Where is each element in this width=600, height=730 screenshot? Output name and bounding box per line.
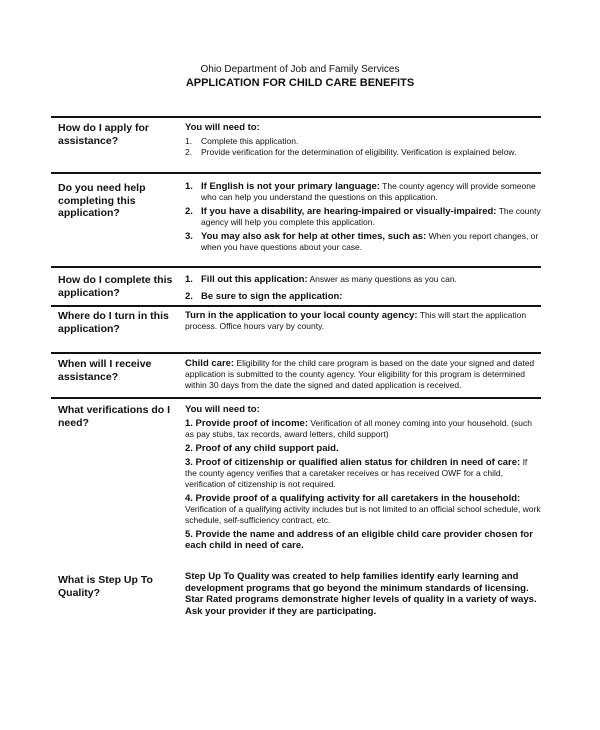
list-item: 2. Proof of any child support paid. (185, 443, 339, 454)
list-item: 1. Complete this application. (185, 136, 299, 146)
answer-complete (185, 274, 541, 302)
section-divider (51, 305, 541, 307)
question-apply: How do I apply for assistance? (58, 122, 149, 147)
section-divider (51, 266, 541, 268)
list-item: 2. Provide verification for the determination of eligibility. Verification is explained below. (185, 147, 517, 157)
list-item: 1. Fill out this application: Answer as many questions as you can. (185, 274, 457, 285)
list-item: 1. Provide proof of income: Verification of all money coming into your household. (such as pay stubs, tax records, award letters, child support) (185, 418, 532, 439)
question-help: Do you need help completing this application? (58, 182, 146, 219)
list-item: 2. If you have a disability, are hearing-impaired or visually-impaired: The county agency will help you complete this application. (185, 206, 541, 227)
answer-receive: Child care: Eligibility for the child care program is based on the date your signed and dated application is submitted to the county agency. Your eligibility for this program is determined within 30 days from the date the signed and dated application is received. (185, 358, 535, 390)
agency-name: Ohio Department of Job and Family Services (200, 64, 400, 75)
answer-verifications (185, 404, 541, 551)
list-item: 2. Be sure to sign the application: (185, 291, 343, 302)
answer-apply (185, 122, 541, 158)
section-divider (51, 352, 541, 354)
list-item: 3. You may also ask for help at other times, such as: When you report changes, or when you have questions about your case. (185, 231, 539, 252)
document-title: APPLICATION FOR CHILD CARE BENEFITS (185, 77, 415, 89)
section-divider (51, 397, 541, 399)
apply-intro: You will need to: (185, 122, 260, 133)
section-divider (51, 116, 541, 118)
question-stepup: What is Step Up To Quality? (58, 574, 153, 599)
answer-turnin: Turn in the application to your local county agency: This will start the application process. Office hours vary by county. (185, 310, 527, 331)
answer-help (185, 181, 541, 253)
list-item: 1. If English is not your primary language: The county agency will provide someone who can help you understand the questions on this application. (185, 181, 536, 202)
section-divider (51, 172, 541, 174)
question-complete: How do I complete this application? (58, 274, 173, 299)
list-item: 4. Provide proof of a qualifying activity for all caretakers in the household: Verification of a qualifying activity includes but is not limited to an official school schedule, work schedule, self-sufficiency contract, etc. (185, 493, 541, 525)
list-item: 5. Provide the name and address of an eligible child care provider chosen for each child in need of care. (185, 529, 533, 551)
answer-stepup: Step Up To Quality was created to help families identify early learning and development programs that go beyond the minimum standards of licensing. Star Rated programs demonstrate higher levels of quality in a variety of ways. Ask your provider if they are participating. (185, 571, 537, 617)
question-turnin: Where do I turn in this application? (58, 310, 169, 335)
question-receive: When will I receive assistance? (58, 358, 152, 383)
list-item: 3. Proof of citizenship or qualified alien status for children in need of care: If the county agency verifies that a caretaker receives or has received OWF for a child, verification of citizenship is not required. (185, 457, 528, 489)
question-verifications: What verifications do I need? (58, 404, 171, 429)
verifications-intro: You will need to: (185, 404, 260, 415)
